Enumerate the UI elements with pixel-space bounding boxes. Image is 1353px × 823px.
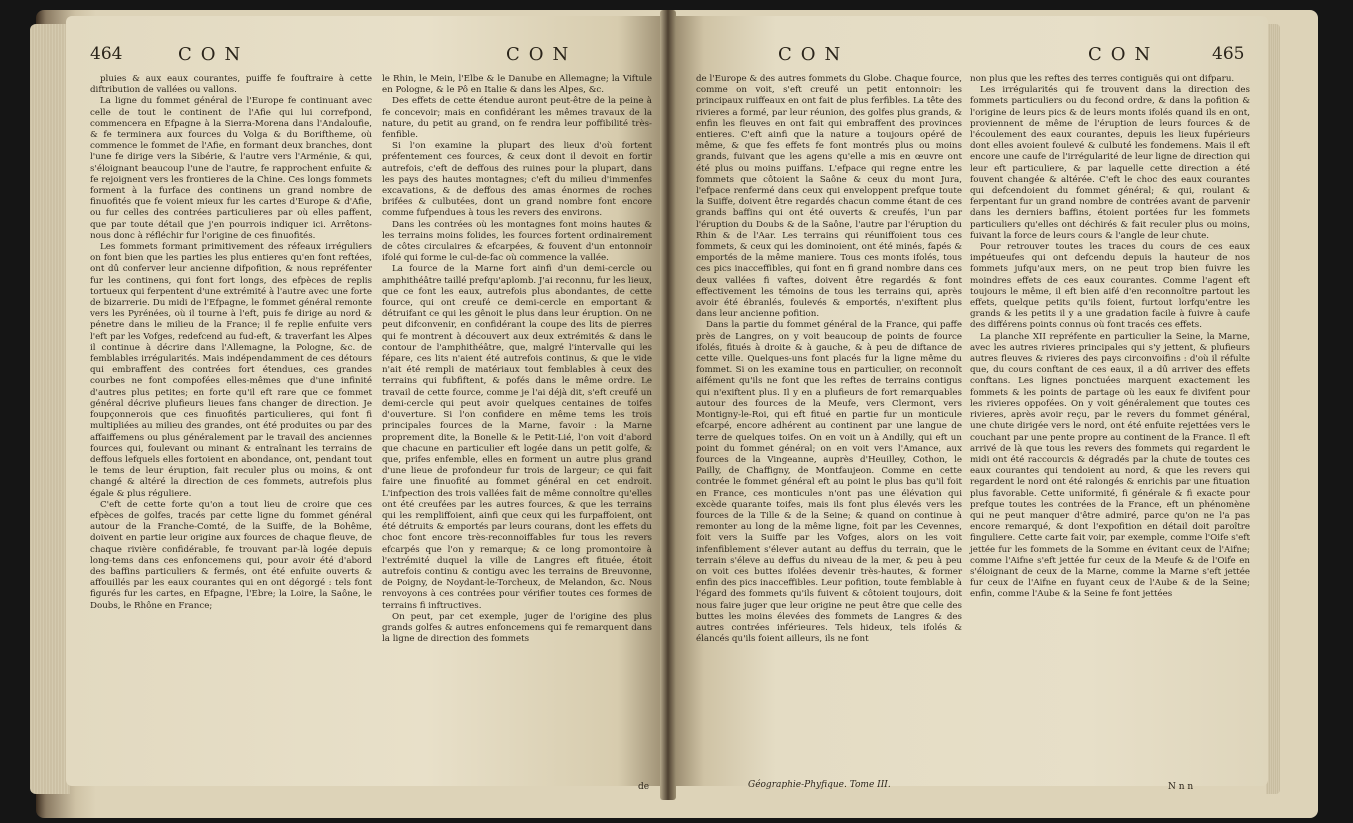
right-page-column-2 bbox=[970, 74, 1250, 784]
volume-footer: Géographie-Phyfique. Tome III. bbox=[748, 780, 891, 790]
left-page-column-1 bbox=[90, 74, 372, 784]
paragraph: Les fommets formant primitivement des réfeaux irréguliers on font bien que les parties les plus entieres qu'en font reftées, ont dû conferver leur ancienne difpofition, & nous repréfenter fur les continens, qui font fort longs, des efpèces de replis tortueux qui ferpentent d'une extrémité à l'autre avec une forte de bizarrerie. Du midi de l'Efpagne, le fommet général remonte vers les Pyrénées, où il tourne à l'eft, puis fe dirige au nord & pénetre dans le milieu de la France; il fe replie enfuite vers l'eft par les Vofges, redefcend au fud-eft, & traverfant les Alpes il continue à décrire dans l'Allemagne, la Pologne, &c. de femblables irrégularités. Mais indépendamment de ces détours qui embraffent des contrées fort étendues, ces grandes courbes ne font compofées elles-mêmes que d'une infinité d'autres plus petites; en forte qu'il eft rare que ce fommet général décrive plufieurs lieues fans changer de direction. Je foupçonnerois que ces finuofités particulieres, qui font fi multipliées au milieu des grandes, ont été produites ou par des affaiffemens ou plus généralement par le travail des anciennes fources qui, foulevant ou minant & entraînant les terrains de deffous lefquels elles fortoient en abondance, ont, pendant tout le tems de leur éruption, fait reculer plus ou moins, & ont changé & altéré la direction de ces fommets, autrefois plus égale & plus réguliere. bbox=[90, 242, 372, 499]
left-running-head-1: CON bbox=[178, 44, 250, 65]
paragraph: Des effets de cette étendue auront peut-être de la peine à fe concevoir; mais en confidérant les mêmes travaux de la nature, du petit au grand, on fe rendra leur poffibilité très-fenfible. bbox=[382, 96, 652, 141]
right-running-head-1: CON bbox=[778, 44, 850, 65]
signature-mark: N n n bbox=[1168, 782, 1194, 792]
paragraph: La ligne du fommet général de l'Europe fe continuant avec celle de tout le continent de l'Afie qui lui correfpond, commencera en Efpagne à la Sierra-Morena dans l'Andaloufie, & fe terminera aux fources du Volga & du Boriftheme, où commence le fommet de l'Afie, en formant deux branches, dont l'une fe dirige vers la Sibérie, & l'autre vers l'Arménie, & qui, s'éloignant beaucoup l'une de l'autre, fe rapprochent enfuite & fe rejoignent vers les frontieres de la Chine. Ces longs fommets forment à la furface des continens un grand nombre de finuofités que fe voient mieux fur les cartes d'Europe & d'Afie, ou fur celles des contrées particulieres par où elles paffent, que par toute détail que j'en pourrois indiquer ici. Arrêtons-nous donc à réfléchir fur l'origine de ces finuofités. bbox=[90, 96, 372, 241]
right-page-number: 465 bbox=[1212, 44, 1245, 64]
paragraph: C'eft de cette forte qu'on a tout lieu de croire que ces efpèces de golfes, tracés par cette ligne du fommet général autour de la Franche-Comté, de la Suiffe, de la Bohême, doivent en partie leur origine aux fources de chaque fleuve, de chaque rivière confidérable, fe trouvant par-là logée depuis long-tems dans ces enfoncemens qui, pour avoir été d'abord des baffins particuliers & fermés, ont été enfuite ouverts & affouillés par les eaux courantes qui en ont dégorgé : tels font figurés fur les cartes, en Efpagne, l'Ebre; la Loire, la Saône, le Doubs, le Rhône en France; bbox=[90, 499, 372, 611]
right-page-header bbox=[668, 44, 1268, 68]
left-page-number: 464 bbox=[90, 44, 123, 64]
paragraph: pluies & aux eaux courantes, puiffe fe fouftraire à cette diftribution de vallées ou vallons. bbox=[90, 74, 372, 96]
catchword: de bbox=[638, 782, 650, 792]
paragraph: Dans les contrées où les montagnes font moins hautes & les terrains moins folides, les fources fortent ordinairement de côtes circulaires & efcarpées, & fouvent d'un entonnoir ifolé qui forme le cul-de-fac où commence la vallée. bbox=[382, 219, 652, 264]
book-gutter bbox=[660, 10, 676, 800]
page-edges-left bbox=[30, 24, 70, 794]
paragraph: non plus que les reftes des terres contiguës qui ont difparu. bbox=[970, 74, 1235, 84]
paragraph: On peut, par cet exemple, juger de l'origine des plus grands golfes & autres enfoncemens qui fe remarquent dans la ligne de direction des fommets bbox=[382, 611, 652, 645]
paragraph: le Rhin, le Mein, l'Elbe & le Danube en Allemagne; la Viftule en Pologne, & le Pô en Italie & dans les Alpes, &c. bbox=[382, 74, 652, 96]
paragraph: Pour retrouver toutes les traces du cours de ces eaux impétueufes qui ont defcendu depuis la hauteur de nos fommets jufqu'aux mers, on ne peut trop bien fuivre les moindres effets de ces eaux courantes. Comme l'agent eft toujours le même, il eft bien aifé d'en reconnoître partout les effets, quelque petits qu'ils foient, furtout lorfqu'entre les grands & les petits il y a une gradation facile à fuivre à caufe des différens points connus où font tracés ces effets. bbox=[970, 242, 1250, 331]
paragraph: de l'Europe & des autres fommets du Globe. Chaque fource, comme on voit, s'eft creufé un petit entonnoir: les principaux ruiffeaux en ont fait de plus ferfibles. La tête des rivieres a formé, par leur réunion, des golfes plus grands, & enfin les fleuves en ont fait qui embraffent des provinces entieres. C'eft ainfi que la nature a toujours opéré de même, & que fes effets fe font montrés plus ou moins grands, fuivant que les agens qu'elle a mis en œuvre ont été plus ou moins puiffans. L'efpace qui regne entre les fommets que côtoient la Saône & ceux du mont Jura, l'efpace renfermé dans ceux qui enveloppent prefque toute la Suiffe, doivent être regardés chacun comme étant de ces grands baffins qui ont été ouverts & creufés, l'un par l'éruption du Doubs & de la Saône, l'autre par l'éruption du Rhin & de l'Aar. Les terrains qui réuniffoient tous ces fommets, & ceux qui les dominoient, ont été minés, fapés & emportés de la même maniere. Tous ces monts ifolés, tous ces pics inacceffibles, qui font en fi grand nombre dans ces deux vallées fi vaftes, doivent être regardés & font effectivement les témoins de tous les terrains qui, après avoir été ébranlés, foulevés & emportés, n'exiftent plus dans leur ancienne pofition. bbox=[696, 74, 962, 320]
right-page bbox=[668, 16, 1268, 792]
left-page-header bbox=[66, 44, 666, 68]
paragraph: La fource de la Marne fort ainfi d'un demi-cercle ou amphithéâtre taillé prefqu'aplomb. J'ai reconnu, fur les lieux, que ce font les eaux, autrefois plus abondantes, de cette fource, qui ont creufé ce demi-cercle en emportant & détruifant ce qui les gênoit le plus dans leur éruption. On ne peut difconvenir, en confidérant la coupe des lits de pierres qui fe montrent à découvert aux deux extrémités & dans le contour de l'amphithéâtre, que, malgré l'intervalle qui les fépare, ces lits n'aient été autrefois continus, & que le vide n'ait été rempli de matériaux tout femblables à ceux des terrains qui fubfiftent, & pofés dans le même ordre. Le travail de cette fource, comme je l'ai déjà dit, s'eft creufé un demi-cercle qui peut avoir quelques centaines de toifes d'ouverture. Si l'on confidere en même tems les trois principales fources de la Marne, favoir : la Marne proprement dite, la Bonelle & le Petit-Lié, l'on voit d'abord que chacune en particulier eft logée dans un petit golfe, & que, prifes enfemble, elles en forment un autre plus grand d'une lieue de profondeur fur trois de largeur; ce qui fait faire une finuofité au fommet général en cet endroit. L'infpection des trois vallées fait de même connoître qu'elles ont été creufées par les autres fources, & que les terrains qui les rempliffoient, ainfi que ceux qui les furpaffoient, ont été détruits & emportés par leurs courans, dont les effets du choc font encore très-reconnoiffables fur tous les revers efcarpés que l'on y remarque; & ce long promontoire à l'extrémité duquel la ville de Langres eft fituée, étoit autrefois continu & contigu avec les terrains de Breuvonne, de Poigny, de Noydant-le-Torcheux, de Melandon, &c. Nous renvoyons à ces contrées pour vérifier toutes ces formes de terrains fi inftructives. bbox=[382, 264, 653, 611]
right-running-head-2: CON bbox=[1088, 44, 1160, 65]
left-running-head-2: CON bbox=[506, 44, 578, 65]
right-page-column-1 bbox=[696, 74, 962, 784]
paragraph: Dans la partie du fommet général de la France, qui paffe près de Langres, on y voit beaucoup de points de fource ifolés, fitués à droite & à gauche, & à peu de diftance de cette ville. Quelques-uns font placés fur la ligne même du fommet. Si on les examine tous en particulier, on reconnoît aifément qu'ils ne font que les reftes de terrains contigus qui n'exiftent plus. Il y en a plufieurs de fort remarquables autour des fources de la Meufe, vers Clermont, vers Montigny-le-Roi, qui eft fitué en partie fur un monticule efcarpé, encore adhérent au continent par une langue de terre de quelques toifes. On en voit un à Andilly, qui eft un point du fommet général; on en voit vers l'Amance, aux fources de la Vingeanne, auprès d'Heuilley, Cothon, le Pailly, de Chaffigny, de Montfaujeon. Comme en cette contrée le fommet général eft au point le plus bas qu'il foit en France, ces monticules n'ont pas une élévation qui excède quarante toifes, mais ils font plus élevés vers les fources de la Tille & de la Seine; & quand on continue à remonter au long de la même ligne, foit par les Cevennes, foit vers la Suiffe par les Vofges, alors on les voit infenfiblement s'élever autant au deffus du terrain, que le terrain s'éleve au deffus du niveau de la mer, & peu à peu on voit ces buttes ifolées devenir très-hautes, & former enfin des pics inacceffibles. Leur pofition, toute femblable à l'égard des fommets qu'ils fuivent & côtoient toujours, doit nous faire juger que leur origine ne peut être que celle des buttes les moins élevées des fommets de Langres & des autres contrées inférieures. Tels hideux, tels ifolés & élancés qu'ils foient ailleurs, ils ne font bbox=[696, 320, 962, 645]
paragraph: Les irrégularités qui fe trouvent dans la direction des fommets particuliers ou du fecond ordre, & dans la pofition & l'origine de leurs pics & de leurs monts ifolés quand ils en ont, proviennent de même de l'éruption de leurs fources & de l'écoulement des eaux courantes, depuis les lieux fupérieurs dont elles avoient foulevé & culbuté les fondemens. Mais il eft encore une caufe de l'irrégularité de leur ligne de direction qui leur eft particuliere, & par laquelle cette direction a été fouvent changée & altérée. C'eft le choc des eaux courantes qui defcendoient du fommet général; & qui, roulant & ferpentant fur un grand nombre de contrées avant de parvenir dans les derniers baffins, étoient portées fur les fommets particuliers qu'elles ont déchirés & fait reculer plus ou moins, fuivant la force de leurs cours & l'angle de leur chute. bbox=[970, 85, 1250, 241]
paragraph: La planche XII repréfente en particulier la Seine, la Marne, avec les autres rivieres principales qui s'y jettent, & plufieurs autres fleuves & rivieres des pays circonvoifins : d'où il réfulte que, du cours conftant de ces eaux, il a dû arriver des effets conftans. Les lignes ponctuées marquent exactement les fommets & les points de partage où les eaux fe divifent pour les rivieres oppofées. On y voit généralement que toutes ces rivieres, après avoir reçu, par le revers du fommet général, une chute dirigée vers le nord, ont été enfuite rejettées vers le couchant par une pente propre au continent de la France. Il eft arrivé de là que tous les revers des fommets qui regardent le midi ont été raccourcis & dégradés par la chute de toutes ces eaux courantes qui tendoient au nord, & que les revers qui regardent le nord ont été ralongés & enrichis par une fituation plus favorable. Cette uniformité, fi générale & fi exacte pour prefque toutes les contrées de la France, eft un phénomène qui ne peut manquer d'être admiré, parce qu'on ne l'a pas encore remarqué, & dont l'expofition en détail doit paroître finguliere. Cette carte fait voir, par exemple, comme l'Oife s'eft jettée fur les fommets de la Somme en évitant ceux de l'Aifne; comme l'Aifne s'eft jettée fur ceux de la Meufe & de l'Oife en s'éloignant de ceux de la Marne, comme la Marne s'eft jettée fur ceux de l'Aifne en fuyant ceux de l'Aube & de la Seine; enfin, comme l'Aube & la Seine fe font jettées bbox=[970, 331, 1250, 600]
left-page bbox=[66, 16, 666, 792]
page-edges-right bbox=[1266, 24, 1280, 794]
paragraph: Si l'on examine la plupart des lieux d'où fortent préfentement ces fources, & ceux dont il devoit en fortir autrefois, c'eft de deffous des ruines pour la plupart, dans les pays des hautes montagnes; c'eft du milieu d'immenfes excavations, & de deffous des amas énormes de roches brifées & culbutées, dont un grand nombre font encore comme fufpendues à tous les revers des environs. bbox=[382, 141, 652, 219]
left-page-column-2 bbox=[382, 74, 652, 784]
